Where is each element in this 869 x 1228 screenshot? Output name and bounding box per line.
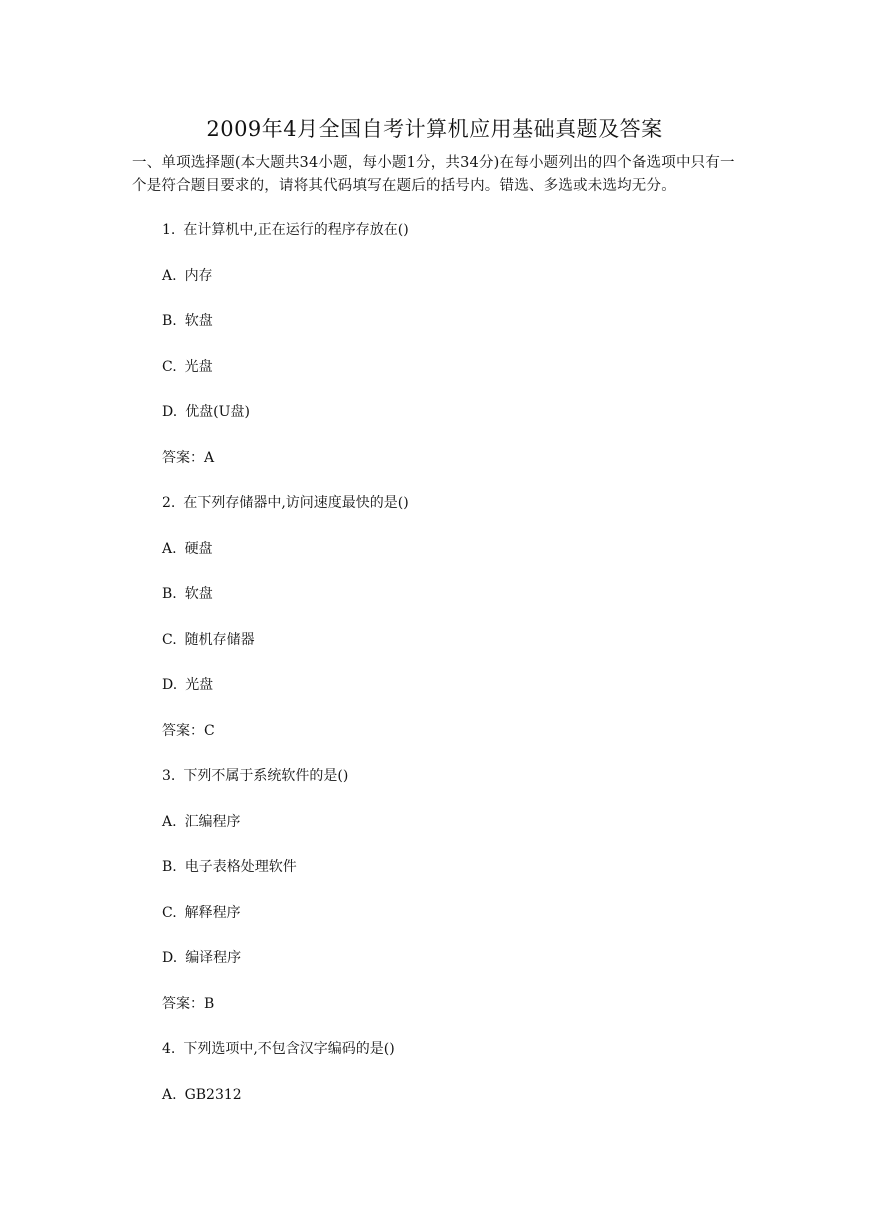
option-1d (162, 402, 250, 422)
option-text: GB2312 (184, 1087, 242, 1103)
option-text: 内存 (184, 268, 213, 284)
answer-1: 答案：A (162, 450, 215, 466)
option-text: 光盘 (185, 677, 214, 693)
question-number: 2. (162, 495, 176, 511)
answer-2: 答案：C (162, 723, 215, 739)
option-key: B. (162, 859, 177, 875)
option-text: 优盘(U盘) (185, 404, 250, 420)
question-number: 3. (162, 768, 176, 784)
option-text: 解释程序 (184, 905, 241, 921)
answer-3: 答案：B (162, 996, 215, 1012)
option-text: 编译程序 (185, 950, 242, 966)
option-key: C. (162, 359, 177, 375)
option-3a (162, 812, 241, 832)
question-text: 下列不属于系统软件的是() (183, 768, 349, 784)
option-1b (162, 311, 213, 331)
option-2a (162, 539, 213, 559)
question-number: 1. (162, 222, 176, 238)
option-key: D. (162, 404, 178, 420)
option-3d (162, 948, 241, 968)
document-title: 2009年4月全国自考计算机应用基础真题及答案 (206, 117, 663, 141)
option-text: 随机存储器 (184, 632, 255, 648)
question-text: 在下列存储器中,访问速度最快的是() (183, 495, 409, 511)
option-2c (162, 630, 255, 650)
option-text: 汇编程序 (184, 814, 241, 830)
option-key: C. (162, 632, 177, 648)
option-key: B. (162, 313, 177, 329)
option-text: 电子表格处理软件 (184, 859, 297, 875)
option-key: A. (162, 1087, 177, 1103)
option-2b (162, 584, 213, 604)
option-key: A. (162, 814, 177, 830)
option-key: C. (162, 905, 177, 921)
option-3c (162, 903, 241, 923)
option-key: B. (162, 586, 177, 602)
option-2d (162, 675, 213, 695)
option-text: 光盘 (184, 359, 213, 375)
question-4 (162, 1039, 395, 1059)
question-1 (162, 220, 409, 240)
option-1c (162, 357, 213, 377)
option-text: 软盘 (184, 586, 213, 602)
section-intro: 一、单项选择题(本大题共34小题，每小题1分，共34分)在每小题列出的四个备选项中只有一个是符合题目要求的，请将其代码填写在题后的括号内。错选、多选或未选均无分。 (132, 155, 735, 194)
question-2 (162, 493, 409, 513)
question-number: 4. (162, 1041, 176, 1057)
option-key: A. (162, 541, 177, 557)
option-1a (162, 266, 213, 286)
option-key: A. (162, 268, 177, 284)
option-text: 硬盘 (184, 541, 213, 557)
option-text: 软盘 (184, 313, 213, 329)
option-key: D. (162, 950, 178, 966)
option-key: D. (162, 677, 178, 693)
option-3b (162, 857, 297, 877)
question-text: 下列选项中,不包含汉字编码的是() (183, 1041, 395, 1057)
question-3 (162, 766, 348, 786)
question-text: 在计算机中,正在运行的程序存放在() (183, 222, 409, 238)
option-4a (162, 1085, 242, 1105)
